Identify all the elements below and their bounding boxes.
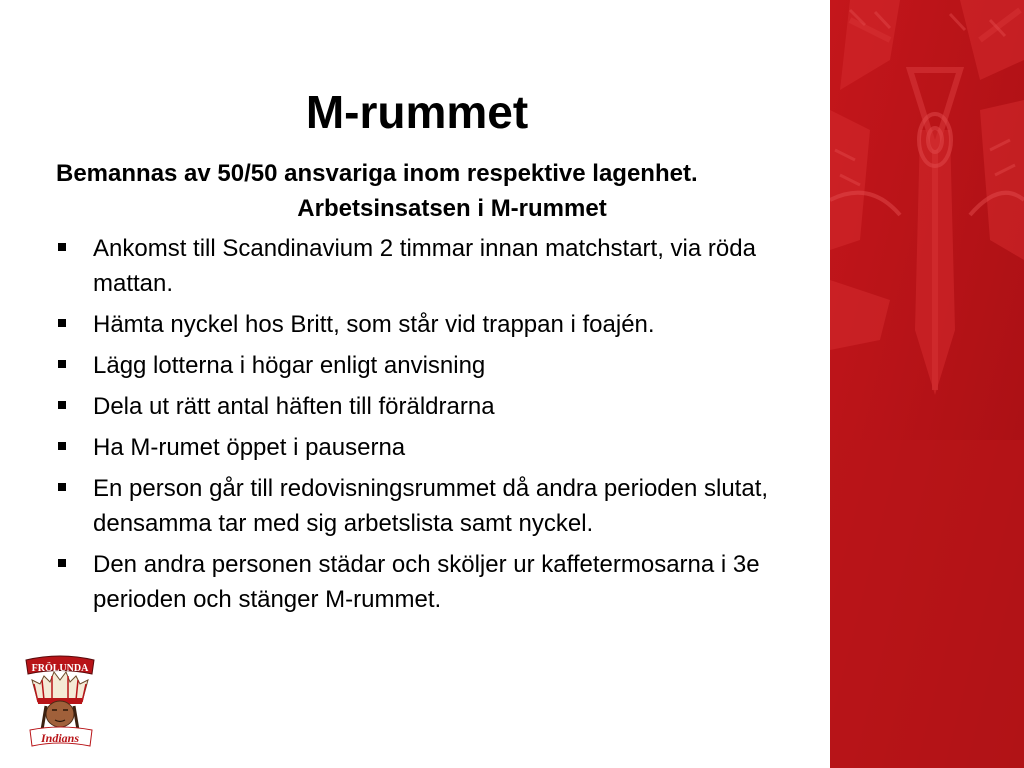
- decorative-side-panel: [830, 0, 1024, 768]
- list-item-text: Hämta nyckel hos Britt, som står vid trappan i foajén.: [93, 311, 655, 338]
- slide-title: M-rummet: [305, 86, 529, 138]
- list-item: [56, 430, 796, 465]
- bullet-square-icon: [58, 442, 66, 450]
- list-item-text: Dela ut rätt antal häften till föräldrarna: [93, 393, 495, 420]
- logo-top-text: FRÖLUNDA: [31, 663, 89, 674]
- section-subheading: Arbetsinsatsen i M-rummet: [297, 195, 607, 222]
- list-item-text: Lägg lotterna i högar enligt anvisning: [93, 352, 486, 379]
- lead-text: Bemannas av 50/50 ansvariga inom respektive lagenhet.: [56, 160, 698, 187]
- bullet-square-icon: [58, 559, 66, 567]
- frolunda-indians-logo-icon: [24, 654, 96, 750]
- list-item-text: En person går till redovisningsrummet då andra perioden slutat, densamma tar med sig arbetslista samt nyckel.: [93, 475, 769, 537]
- bullet-square-icon: [58, 360, 66, 368]
- list-item: [56, 471, 796, 541]
- bullet-square-icon: [58, 401, 66, 409]
- list-item: [56, 389, 796, 424]
- list-item-text: Ankomst till Scandinavium 2 timmar innan matchstart, via röda mattan.: [93, 235, 756, 297]
- list-item-text: Ha M-rumet öppet i pauserna: [93, 434, 406, 461]
- slide-body: [56, 156, 796, 623]
- list-item: [56, 231, 796, 301]
- indian-headdress-watermark-icon: [830, 0, 1024, 768]
- bullet-list: [56, 231, 796, 617]
- list-item: [56, 547, 796, 617]
- list-item-text: Den andra personen städar och sköljer ur kaffetermosarna i 3e perioden och stänger M-rummet.: [93, 551, 760, 613]
- list-item: [56, 348, 796, 383]
- bullet-square-icon: [58, 319, 66, 327]
- bullet-square-icon: [58, 243, 66, 251]
- bullet-square-icon: [58, 483, 66, 491]
- logo-bottom-text: Indians: [40, 731, 80, 745]
- list-item: [56, 307, 796, 342]
